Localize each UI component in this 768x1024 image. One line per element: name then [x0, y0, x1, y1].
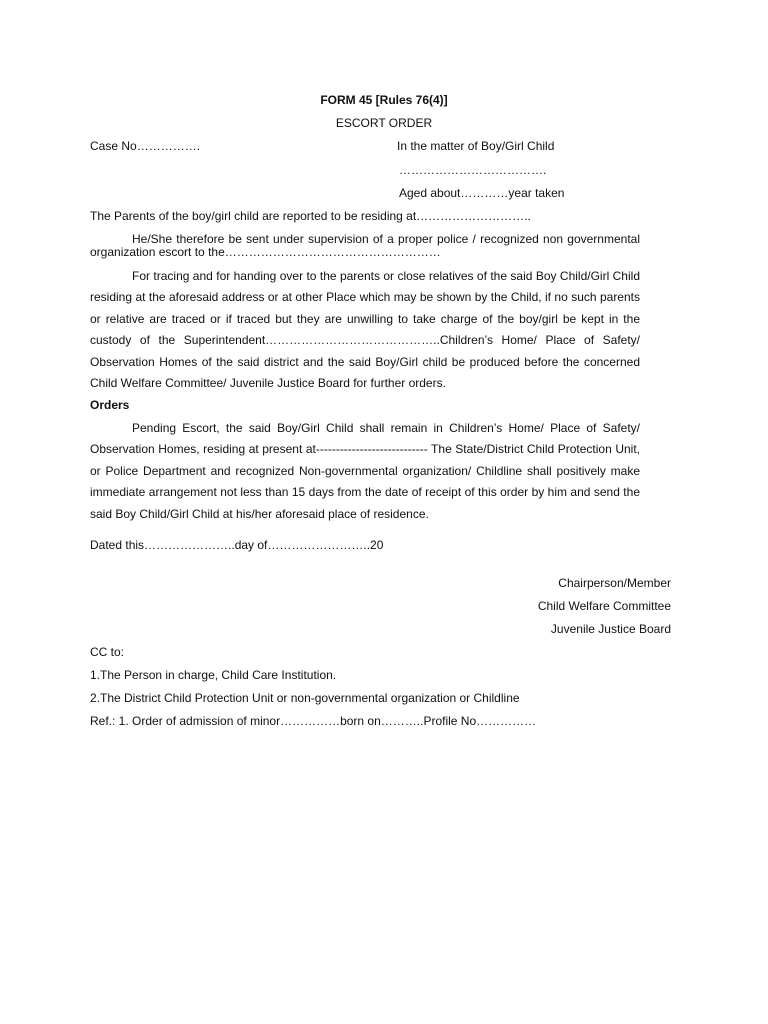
cc-heading: CC to:: [90, 645, 125, 659]
signature-chairperson: Chairperson/Member: [558, 576, 671, 590]
orders-heading: Orders: [90, 398, 130, 412]
escort-paragraph: He/She therefore be sent under supervision of a proper police / recognized non governmental organization escort to the………………………………………………: [90, 232, 640, 259]
cc-item-1: 1.The Person in charge, Child Care Institution.: [90, 668, 337, 682]
form-subtitle: ESCORT ORDER: [335, 116, 433, 130]
reference-line: Ref.: 1. Order of admission of minor……………born on………..Profile No……………: [90, 714, 537, 728]
dated-line: Dated this…………………..day of……………………..20: [90, 538, 384, 552]
orders-paragraph: Pending Escort, the said Boy/Girl Child shall remain in Children’s Home/ Place of Safety/ Observation Homes, residing at present at---------------------------- The State/District Child Protection Unit, or Police Department and recognized Non-governmental organization/ Childline shall positively make immediate arrangement not less than 15 days from the date of receipt of this order by him and send the said Boy Child/Girl Child at his/her aforesaid place of residence.: [90, 421, 640, 521]
aged-about: Aged about…………year taken: [399, 186, 565, 200]
parents-residing-line: The Parents of the boy/girl child are reported to be residing at………………………..: [90, 209, 531, 223]
form-title: FORM 45 [Rules 76(4)]: [320, 93, 448, 107]
tracing-paragraph: For tracing and for handing over to the parents or close relatives of the said Boy Child/Girl Child residing at the aforesaid address or at other Place which may be shown by the Child, if no such parents or relative are traced or if traced but they are unwilling to take charge of the boy/girl be kept in the custody of the Superintendent……………………………………..Children’s Home/ Place of Safety/ Observation Homes of the said district and the said Boy/Girl child be produced before the concerned Child Welfare Committee/ Juvenile Justice Board for further orders.: [90, 269, 640, 391]
signature-committee: Child Welfare Committee: [537, 599, 671, 613]
cc-item-2: 2.The District Child Protection Unit or non-governmental organization or Childline: [90, 691, 520, 705]
signature-board: Juvenile Justice Board: [550, 622, 671, 636]
child-name-blank: ……………………………….: [399, 163, 547, 177]
matter-of-child: In the matter of Boy/Girl Child: [397, 139, 555, 153]
case-number: Case No…………….: [90, 139, 201, 153]
